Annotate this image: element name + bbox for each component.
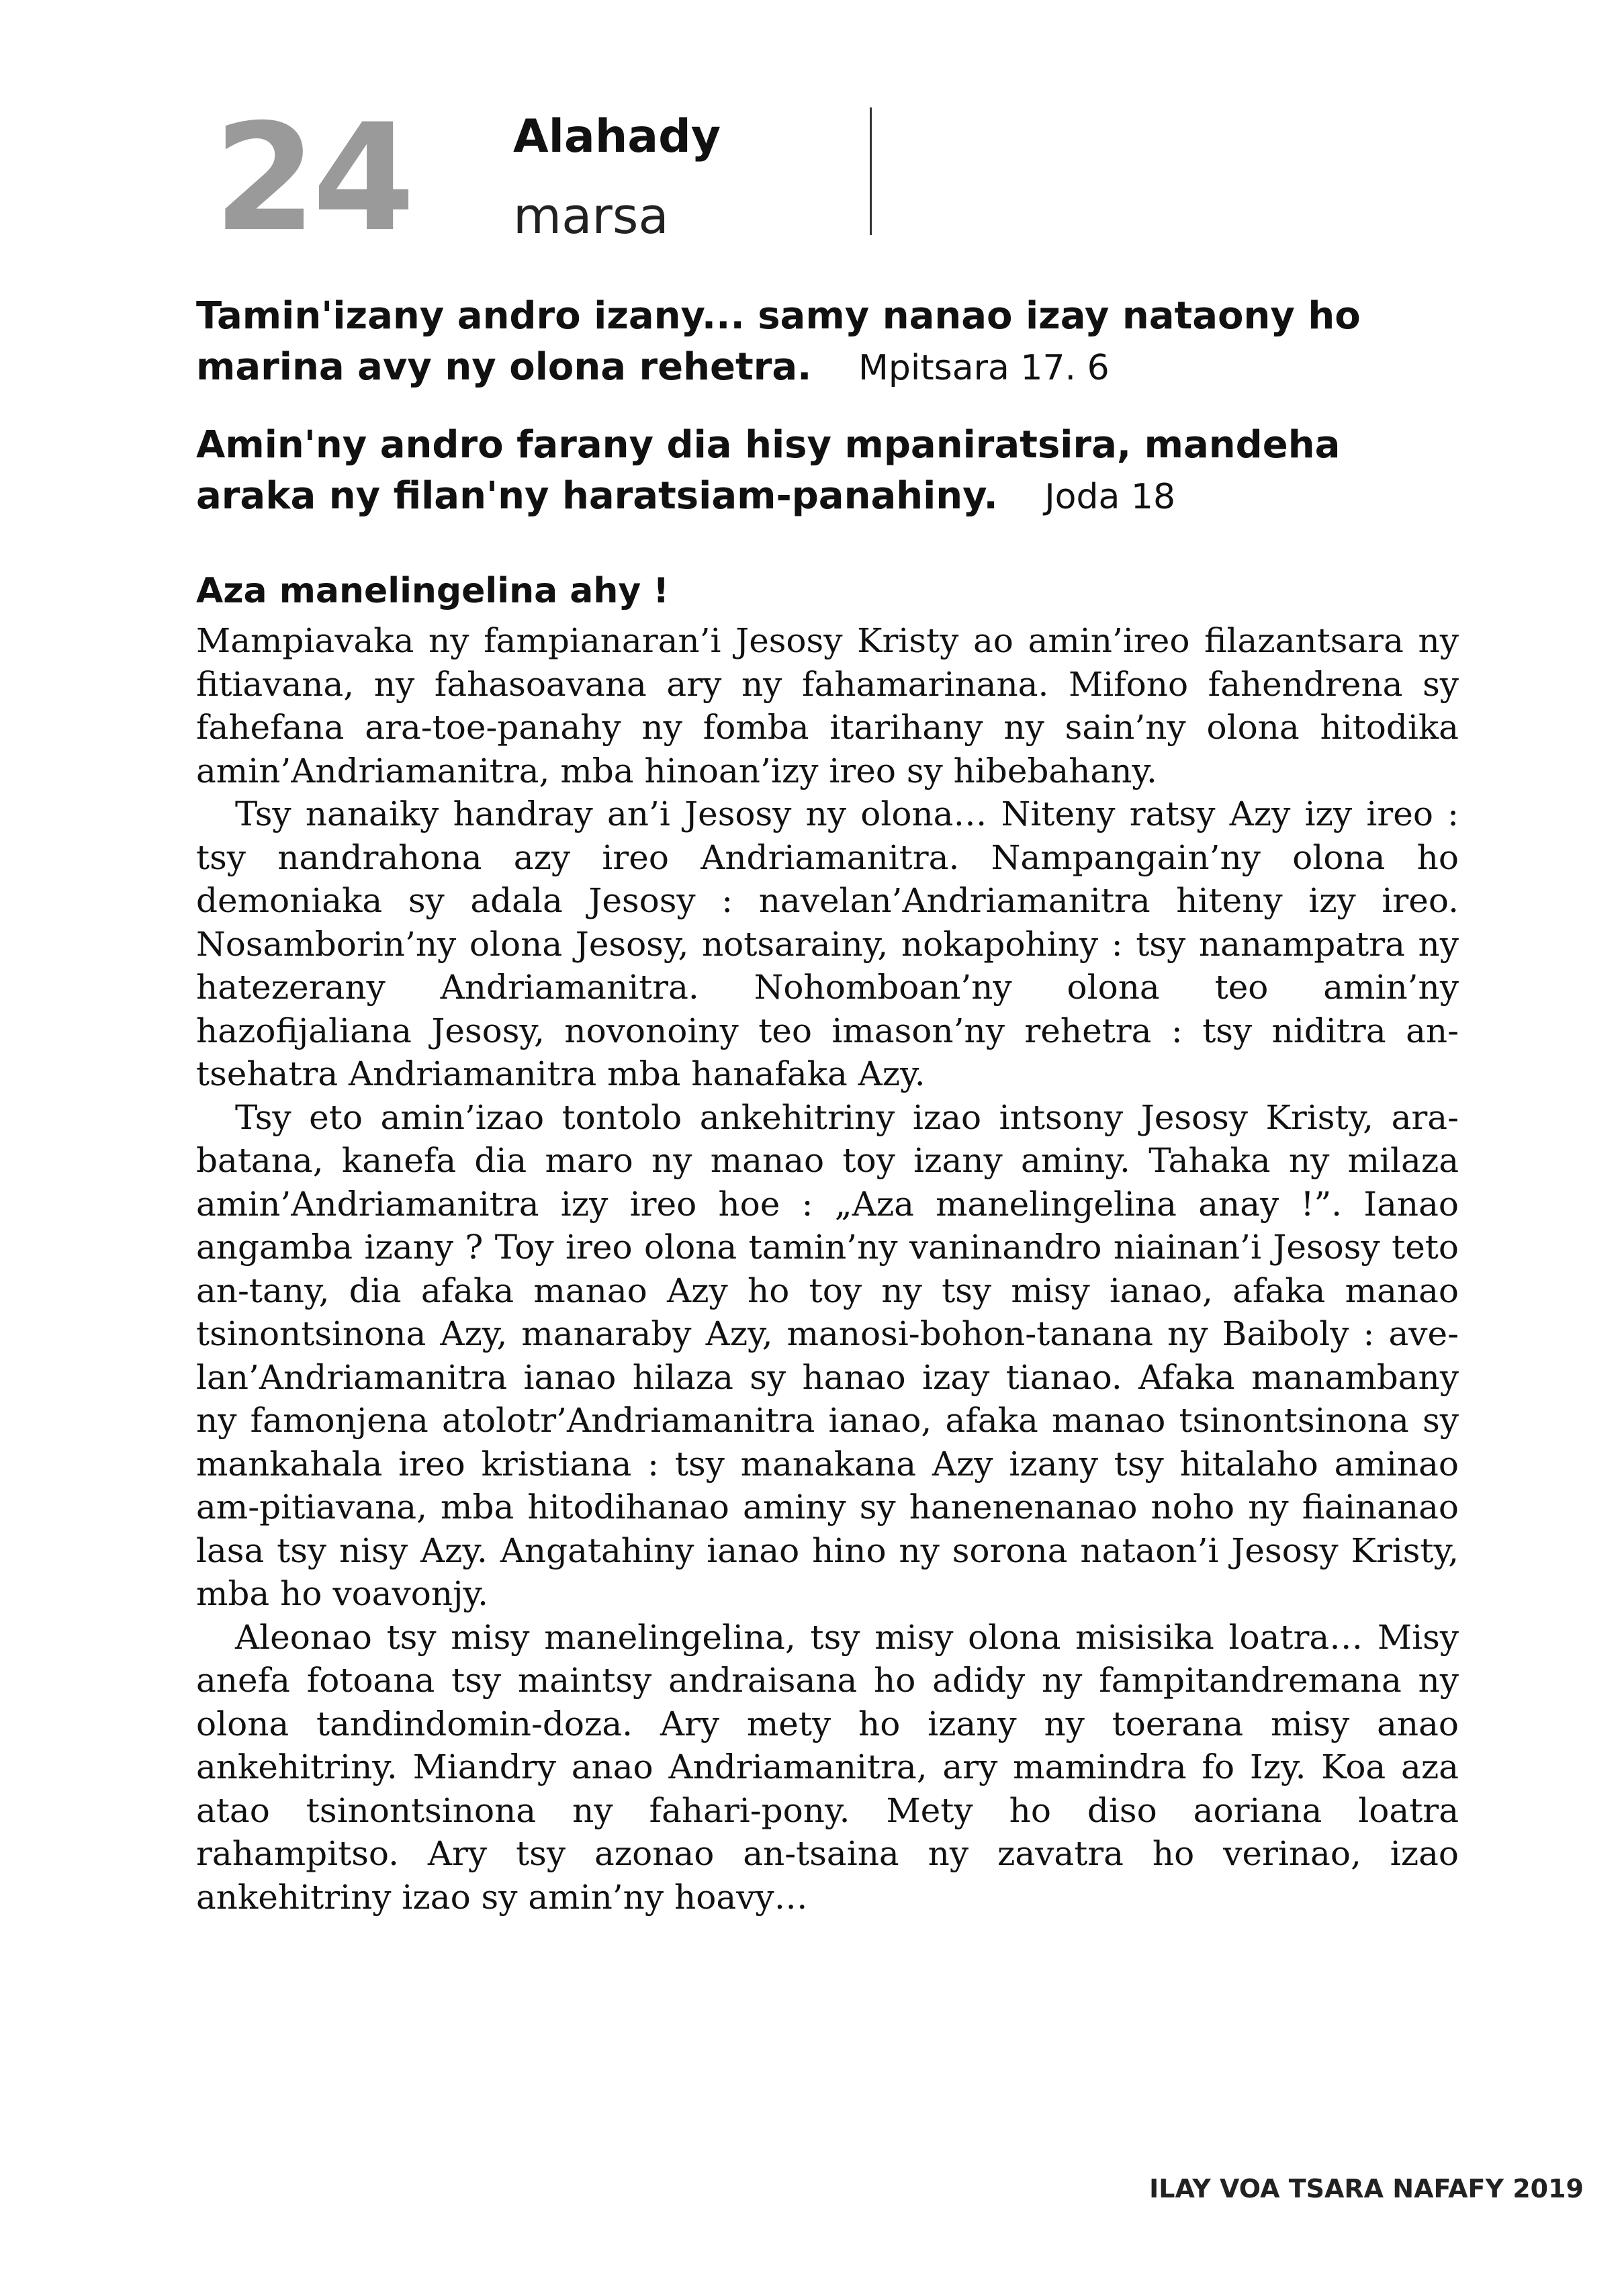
article-paragraph-1: Mampiavaka ny fampianaran’i Jesosy Kristy ao amin’ireo filazantsara ny fitiavana, ny fahasoavana ary ny fahamarinana. Mifono fahendrena sy fahefana ara-toe-panahy ny fomba itarihany ny sain’ny olona hitodika amin’Andriamanitra, mba hinoan’izy ireo sy hibebahany.	[196, 621, 1459, 790]
article-paragraph-4: Aleonao tsy misy manelingelina, tsy misy olona misisika loatra… Misy anefa fotoana tsy maintsy andraisana ho adidy ny fampitandremana ny olona tandindomin-doza. Ary mety ho izany ny toerana misy anao ankehitriny. Miandry anao Andriamanitra, ary mamindra fo Izy. Koa aza atao tsinontsinona ny fahari-pony. Mety ho diso aoriana loatra rahampitso. Ary tsy azonao an-tsaina ny zavatra ho verinao, izao ankehitriny izao sy amin’ny hoavy…	[196, 1617, 1459, 1917]
date-weekday: Alahady	[513, 110, 721, 163]
verse-2	[196, 420, 1452, 522]
article-title: Aza manelingelina ahy !	[196, 571, 670, 611]
article-paragraph-2: Tsy nanaiky handray an’i Jesosy ny olona… Niteny ratsy Azy izy ireo : tsy nandrahona azy ireo Andriamanitra. Nampangain’ny olona ho demoniaka sy adala Jesosy : navelan’Andriamanitra hiteny izy ireo. Nosamborin’ny olona Jesosy, notsarainy, nokapohiny : tsy nanampatra ny hatezerany Andriamanitra. Nohomboan’ny olona teo amin’ny hazofijaliana Jesosy, novonoiny teo imason’ny rehetra : tsy niditra an-tsehatra Andriamanitra mba hanafaka Azy.	[196, 794, 1459, 1093]
article-paragraph-3: Tsy eto amin’izao tontolo ankehitriny izao intsony Jesosy Kristy, ara-batana, kanefa dia maro ny manao toy izany aminy. Tahaka ny milaza amin’Andriamanitra izy ireo hoe : „Aza manelingelina anay !”. Ianao angamba izany ? Toy ireo olona tamin’ny vaninandro niainan’i Jesosy teto an-tany, dia afaka manao Azy ho toy ny tsy misy ianao, afaka manao tsinontsinona Azy, manaraby Azy, manosi-bohon-tanana ny Baiboly : avelan’Andriamanitra ianao hilaza sy hanao izay tianao. Afaka manambany ny famonjena atolotr’Andriamanitra ianao, afaka manao tsinontsinona sy mankahala ireo kristiana : tsy manakana Azy izany tsy hitalaho aminao am-pitiavana, mba hitodihanao aminy sy hanenenanao noho ny fiainanao lasa tsy nisy Azy. Angatahiny ianao hino ny sorona nataon’i Jesosy Kristy, mba ho voavonjy.	[196, 1097, 1459, 1613]
verse-2-reference: Joda 18	[1044, 477, 1176, 517]
date-month: marsa	[513, 187, 669, 245]
verse-2-text: Amin'ny andro farany dia hisy mpaniratsira, mandeha araka ny filan'ny haratsiam-panahiny.	[196, 423, 1341, 518]
verse-1-reference: Mpitsara 17. 6	[858, 348, 1110, 388]
article-body	[196, 619, 1459, 1919]
footer-title: ILAY VOA TSARA NAFAFY 2019	[1149, 2174, 1584, 2203]
date-day-number: 24	[214, 92, 412, 264]
verse-1	[196, 291, 1452, 394]
verse-1-text: Tamin'izany andro izany... samy nanao izay nataony ho marina avy ny olona rehetra.	[196, 294, 1361, 389]
header-divider	[870, 107, 872, 235]
